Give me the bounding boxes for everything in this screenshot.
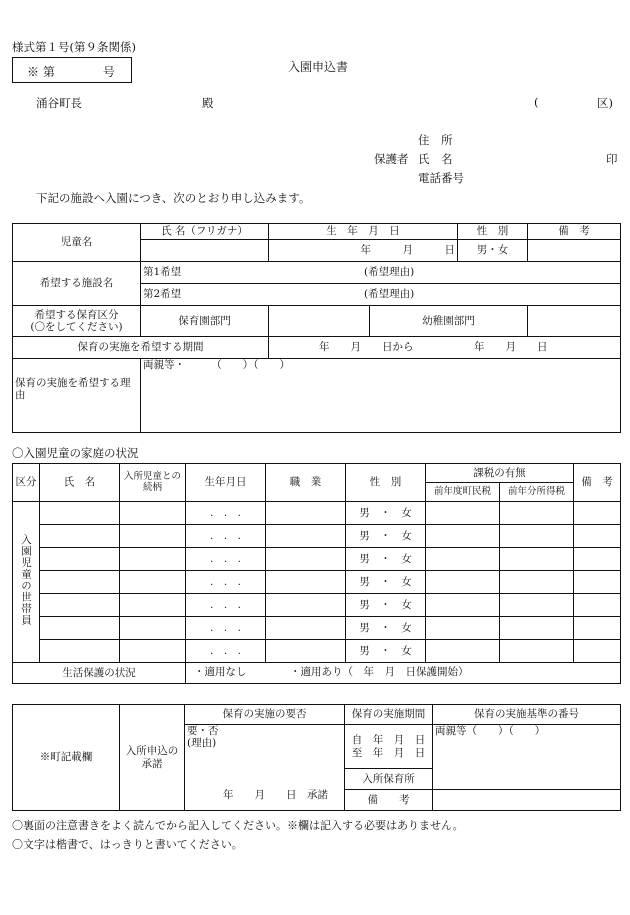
col-name: 氏 名 xyxy=(40,464,120,502)
standard-field[interactable]: 両親等（ ）（ ） xyxy=(433,725,621,790)
member-remarks[interactable] xyxy=(574,502,621,525)
reason-field[interactable]: 両親等・ （ ）（ ） xyxy=(141,359,621,433)
member-name[interactable] xyxy=(40,640,120,663)
member-job[interactable] xyxy=(266,640,346,663)
member-relation[interactable] xyxy=(120,502,186,525)
first-choice-label: 第1希望 xyxy=(143,266,182,279)
kindergarten-option[interactable]: 幼稚園部門 xyxy=(370,306,528,337)
intro-text: 下記の施設へ入園につき、次のとおり申し込みます。 xyxy=(36,191,311,205)
period-field[interactable] xyxy=(269,337,621,359)
reason-label: 保育の実施を希望する理由 xyxy=(13,359,141,433)
child-name-label: 児童名 xyxy=(13,224,141,262)
name-label: 氏 名 xyxy=(418,152,453,166)
guardian-label: 保護者 xyxy=(374,152,409,166)
member-birth[interactable]: . . . xyxy=(186,640,266,663)
remarks-field[interactable] xyxy=(433,790,621,811)
member-birth[interactable]: . . . xyxy=(186,594,266,617)
member-tax-income[interactable] xyxy=(500,525,574,548)
member-tax-income[interactable] xyxy=(500,640,574,663)
approval-label: 入所申込の承諾 xyxy=(120,705,185,811)
member-name[interactable] xyxy=(40,502,120,525)
member-gender[interactable]: 男 ・ 女 xyxy=(346,594,426,617)
first-choice-reason: (希望理由) xyxy=(364,266,415,278)
col-relation: 入所児童との続柄 xyxy=(120,464,186,502)
member-tax-local[interactable] xyxy=(426,571,500,594)
facility-label: 希望する施設名 xyxy=(13,262,141,306)
member-remarks[interactable] xyxy=(574,548,621,571)
member-relation[interactable] xyxy=(120,525,186,548)
member-relation[interactable] xyxy=(120,571,186,594)
member-relation[interactable] xyxy=(120,617,186,640)
member-remarks[interactable] xyxy=(574,571,621,594)
member-tax-income[interactable] xyxy=(500,548,574,571)
member-gender[interactable]: 男 ・ 女 xyxy=(346,617,426,640)
member-birth[interactable]: . . . xyxy=(186,502,266,525)
standard-header: 保育の実施基準の番号 xyxy=(433,705,621,725)
form-number: 様式第１号(第９条関係) xyxy=(12,40,136,54)
welfare-label: 生活保護の状況 xyxy=(13,663,186,684)
period-to: 年 月 日 xyxy=(474,341,548,353)
member-tax-income[interactable] xyxy=(500,594,574,617)
member-job[interactable] xyxy=(266,594,346,617)
member-job[interactable] xyxy=(266,548,346,571)
col-birth: 生年月日 xyxy=(186,464,266,502)
welfare-none[interactable]: ・適用なし xyxy=(194,666,247,678)
welfare-applied[interactable]: ・適用あり（ 年 月 日保護開始） xyxy=(290,666,469,678)
member-job[interactable] xyxy=(266,617,346,640)
kindergarten-mark[interactable] xyxy=(528,306,621,337)
member-job[interactable] xyxy=(266,525,346,548)
nursery-mark[interactable] xyxy=(269,306,370,337)
member-gender[interactable]: 男 ・ 女 xyxy=(346,571,426,594)
gender-header: 性 別 xyxy=(458,224,528,240)
member-name[interactable] xyxy=(40,571,120,594)
member-tax-income[interactable] xyxy=(500,571,574,594)
col-remarks: 備 考 xyxy=(574,464,621,502)
note-2: 〇文字は楷書で、はっきりと書いてください。 xyxy=(12,838,243,851)
phone-label: 電話番号 xyxy=(418,171,464,185)
need-value: 要・否 xyxy=(187,725,219,737)
period-field[interactable] xyxy=(345,725,433,769)
household-label-text: 入園児童の世帯員 xyxy=(20,534,33,627)
member-remarks[interactable] xyxy=(574,525,621,548)
honorific: 殿 xyxy=(202,96,214,110)
member-tax-income[interactable] xyxy=(500,617,574,640)
member-birth[interactable]: . . . xyxy=(186,525,266,548)
period-from: 自 年 月 日 xyxy=(351,734,426,747)
member-gender[interactable]: 男 ・ 女 xyxy=(346,548,426,571)
col-category: 区分 xyxy=(13,464,40,502)
ward-open: ( xyxy=(534,95,539,109)
member-gender[interactable]: 男 ・ 女 xyxy=(346,640,426,663)
child-remarks-field[interactable] xyxy=(528,240,621,262)
col-tax: 課税の有無 xyxy=(426,464,574,483)
first-choice-field[interactable] xyxy=(141,262,621,284)
col-tax-local: 前年度町民税 xyxy=(426,483,500,502)
seal-mark: 印 xyxy=(606,152,618,166)
member-remarks[interactable] xyxy=(574,594,621,617)
member-name[interactable] xyxy=(40,617,120,640)
receipt-number-box xyxy=(12,57,132,83)
period-from: 年 月 日から xyxy=(319,341,414,353)
member-tax-local[interactable] xyxy=(426,594,500,617)
remarks-header: 備 考 xyxy=(528,224,621,240)
col-tax-income: 前年分所得税 xyxy=(500,483,574,502)
member-tax-local[interactable] xyxy=(426,502,500,525)
member-job[interactable] xyxy=(266,571,346,594)
col-gender: 性 別 xyxy=(346,464,426,502)
application-table xyxy=(12,223,621,433)
need-field[interactable] xyxy=(185,725,345,811)
second-choice-field[interactable] xyxy=(141,284,621,306)
member-name[interactable] xyxy=(40,594,120,617)
member-gender[interactable]: 男 ・ 女 xyxy=(346,525,426,548)
second-choice-label: 第2希望 xyxy=(143,288,182,301)
form-title: 入園申込書 xyxy=(288,60,349,74)
category-note: (〇をしてください) xyxy=(30,321,123,333)
period-to: 至 年 月 日 xyxy=(351,746,426,759)
birthdate-header: 生 年 月 日 xyxy=(269,224,458,240)
family-section-title: 〇入園児童の家庭の状況 xyxy=(12,446,139,460)
member-birth[interactable]: . . . xyxy=(186,617,266,640)
member-tax-local[interactable] xyxy=(426,525,500,548)
name-kana-header: 氏 名（フリガナ） xyxy=(141,224,269,240)
period-header: 保育の実施期間 xyxy=(345,705,433,725)
member-relation[interactable] xyxy=(120,594,186,617)
member-tax-income[interactable] xyxy=(500,502,574,525)
member-remarks[interactable] xyxy=(574,640,621,663)
member-job[interactable] xyxy=(266,502,346,525)
member-tax-local[interactable] xyxy=(426,617,500,640)
address-label: 住 所 xyxy=(418,133,453,147)
member-gender[interactable]: 男 ・ 女 xyxy=(346,502,426,525)
family-table xyxy=(12,463,621,684)
household-label xyxy=(13,502,40,663)
need-reason: (理由) xyxy=(187,737,217,750)
mayor-label: 涌谷町長 xyxy=(36,96,82,110)
member-birth[interactable]: . . . xyxy=(186,548,266,571)
welfare-field[interactable] xyxy=(186,663,621,684)
approved-date: 年 月 日 承諾 xyxy=(223,789,328,801)
category-title: 希望する保育区分 xyxy=(34,308,119,321)
second-choice-reason: (希望理由) xyxy=(364,288,415,300)
receipt-number-label: ※ 第 号 xyxy=(27,65,115,79)
member-remarks[interactable] xyxy=(574,617,621,640)
member-relation[interactable] xyxy=(120,640,186,663)
member-tax-local[interactable] xyxy=(426,640,500,663)
remarks-label: 備 考 xyxy=(345,790,433,811)
member-name[interactable] xyxy=(40,525,120,548)
note-1: 〇裏面の注意書きをよく読んでから記入してください。※欄は記入する必要はありません。 xyxy=(12,819,464,832)
col-job: 職 業 xyxy=(266,464,346,502)
member-name[interactable] xyxy=(40,548,120,571)
member-tax-local[interactable] xyxy=(426,548,500,571)
period-label: 保育の実施を希望する期間 xyxy=(13,337,269,359)
child-birthdate-field[interactable]: 年 月 日 xyxy=(269,240,458,262)
category-label xyxy=(13,306,141,337)
child-name-field[interactable] xyxy=(141,240,269,262)
ward-label: 区) xyxy=(597,96,613,110)
office-table xyxy=(12,704,621,811)
child-gender-field[interactable]: 男・女 xyxy=(458,240,528,262)
member-relation[interactable] xyxy=(120,548,186,571)
need-header: 保育の実施の要否 xyxy=(185,705,345,725)
member-birth[interactable]: . . . xyxy=(186,571,266,594)
nursery-option[interactable]: 保育園部門 xyxy=(141,306,269,337)
facility-label: 入所保育所 xyxy=(345,769,433,790)
office-label: ※町記載欄 xyxy=(13,705,120,811)
